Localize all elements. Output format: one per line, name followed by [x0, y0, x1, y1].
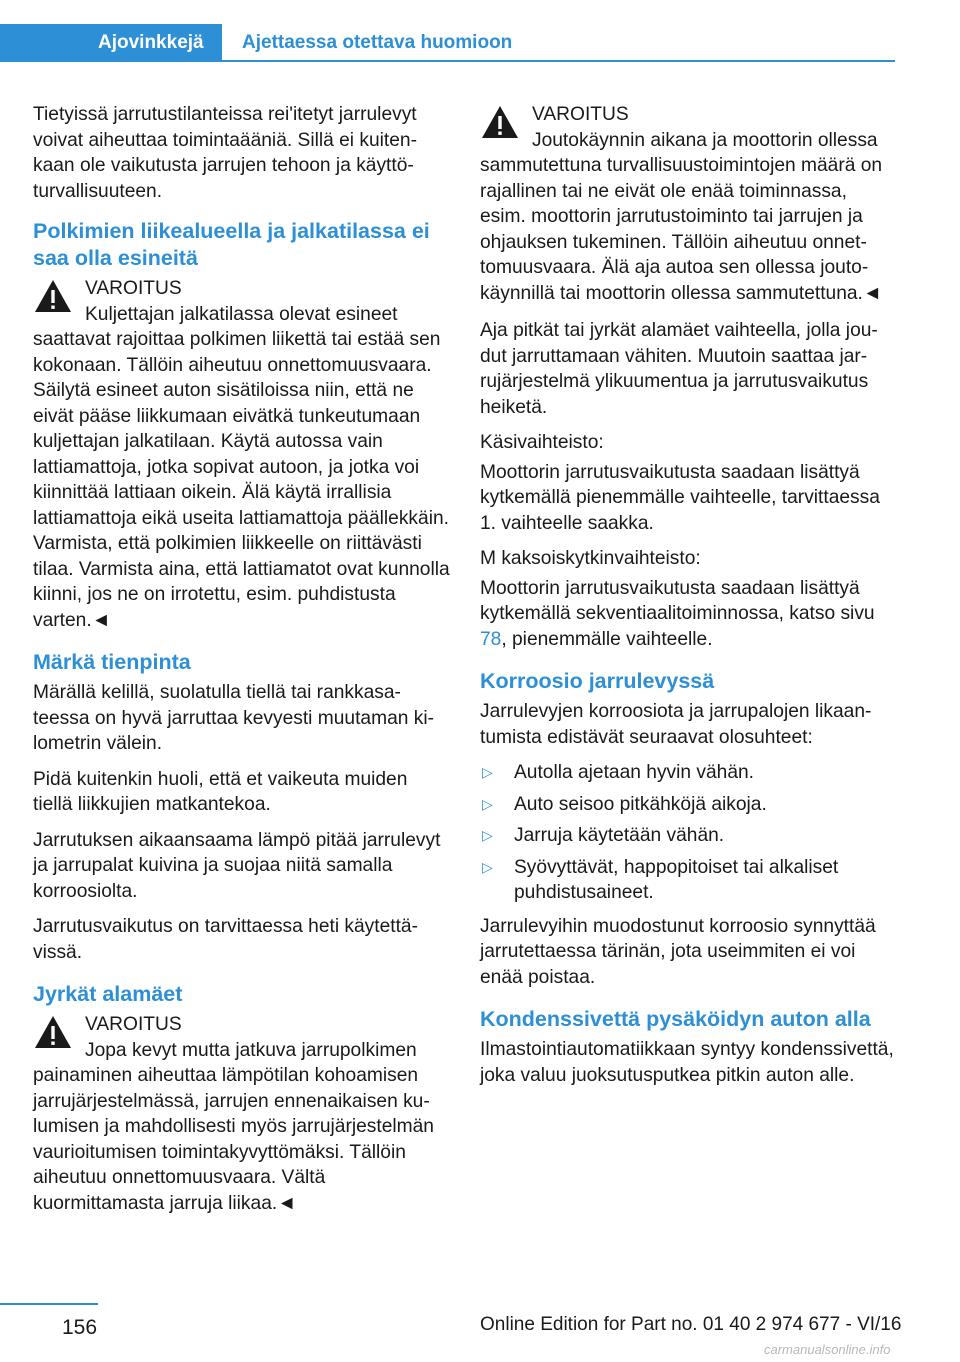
list-item: ▷ Auto seisoo pitkähköjä aikoja. — [480, 792, 898, 818]
corrosion-intro: Jarrulevyjen korroosiota ja jarrupalojen likaantumista edistävät seuraavat olosuhteet: — [480, 701, 872, 748]
corrosion-list — [480, 760, 898, 906]
watermark: carmanualsonline.info — [764, 1342, 891, 1357]
triangle-bullet-icon: ▷ — [482, 827, 493, 843]
list-item: ▷ Jarruja käytetään vähän. — [480, 823, 898, 849]
warning-title: VAROITUS — [532, 104, 629, 125]
downhill-paragraph: Aja pitkät tai jyrkät alamäet vaihteella, jolla joudut jarruttamaan vähiten. Muutoin saattaa jarrujärjestelmä ylikuumentua ja jarrutusvaikutus heiketä. — [480, 320, 878, 418]
heading-steep-downhill: Jyrkät alamäet — [33, 982, 183, 1006]
warning-block — [33, 1012, 451, 1216]
dct-text: Moottorin jarrutusvaikutusta saadaan lisättyä kytkemällä sekventiaalitoiminnossa, katso sivu — [480, 577, 875, 624]
dct-label: M kaksoiskytkinvaihteisto: — [480, 548, 701, 569]
list-item: ▷ Autolla ajetaan hyvin vähän. — [480, 760, 898, 786]
warning-title: VAROITUS — [85, 278, 182, 299]
condensate-paragraph: Ilmastointiautomatiikkaan syntyy kondenssivettä, joka valuu juoksutusputkea pitkin auton alle. — [480, 1039, 894, 1086]
right-column — [480, 102, 898, 1098]
triangle-bullet-icon: ▷ — [482, 858, 493, 875]
warning-triangle-icon — [480, 104, 520, 140]
page-number: 156 — [62, 1316, 98, 1339]
warning-block — [33, 276, 451, 633]
warning-text: Kuljettajan jalkatilassa olevat esineet saattavat rajoittaa polkimen liikettä tai estää sen kokonaan. Tällöin aiheutuu onnettomuusvaara. Säilytä esineet auton sisätiloissa niin, että ne eivät pääse liikkumaan eivätkä tunkeutumaan kuljettajan jalkatilaan. Käytä autossa vain lattiamattoja, jotka sopivat autoon, ja jotka voi kiinnittää lattiaan oikein. Älä käytä irrallisia lattiamattoja eikä useita lattiamattoja päällekkäin. Varmista, että polkimien liikkeelle on riittävästi tilaa. Varmista aina, että lattiamatot ovat kunnolla kiinni, jos ne on irrotettu, esim. puhdistusta varten.◄ — [33, 303, 450, 631]
heading-wet-road: Märkä tienpinta — [33, 650, 191, 674]
dct-text-end: , pienemmälle vaihteelle. — [501, 628, 713, 650]
page-header — [0, 0, 895, 62]
warning-triangle-icon — [33, 1014, 73, 1050]
wet-paragraph-4: Jarrutusvaikutus on tarvittaessa heti käytettävissä. — [33, 916, 418, 963]
manual-paragraph: Moottorin jarrutusvaikutusta saadaan lisättyä kytkemällä pienemmälle vaihteelle, tarvittaessa 1. vaihteelle saakka. — [480, 461, 880, 534]
heading-condensate: Kondenssivettä pysäköidyn auton alla — [480, 1007, 871, 1031]
section-tab[interactable]: Ajettaessa otettava huomioon — [242, 32, 513, 53]
edition-line: Online Edition for Part no. 01 40 2 974 677 - VI/16 — [480, 1314, 902, 1335]
warning-text: Jopa kevyt mutta jatkuva jarrupolkimen painaminen aiheuttaa lämpötilan kohoamisen jarrujärjestelmässä, jarrujen ennenaikaisen kulumisen ja mahdollisesti myös jarrujärjestelmän vaurioitumisen toimintakyvyttömäksi. Tällöin aiheutuu onnettomuusvaara. Vältä kuormittamasta jarruja liikaa.◄ — [33, 1039, 434, 1214]
page-link[interactable]: 78 — [480, 628, 502, 650]
heading-corrosion: Korroosio jarrulevyssä — [480, 669, 715, 693]
wet-paragraph-2: Pidä kuitenkin huoli, että et vaikeuta muiden tiellä liikkujien matkantekoa. — [33, 768, 408, 815]
warning-title: VAROITUS — [85, 1014, 182, 1035]
heading-pedals: Polkimien liikealueella ja jalkatilassa ei saa olla esineitä — [33, 219, 430, 270]
corrosion-outro: Jarrulevyihin muodostunut korroosio synnyttää jarrutettaessa tärinän, jota useimmiten ei voi enää poistaa. — [480, 915, 876, 988]
triangle-bullet-icon: ▷ — [482, 764, 493, 780]
warning-text: Joutokäynnin aikana ja moottorin ollessa sammutettuna turvallisuustoimintojen määrä on rajallinen tai ne eivät ole enää toiminnassa, esim. moottorin jarrutustoiminto tai jarrujen ja ohjauksen tukeminen. Tällöin aiheutuu onnettomuusvaara. Älä aja autoa sen ollessa joutokäynnillä tai moottorin ollessa sammutettuna.◄ — [480, 129, 883, 304]
wet-paragraph-3: Jarrutuksen aikaansaama lämpö pitää jarrulevyt ja jarrupalat kuivina ja suojaa niitä samalla korroosiolta. — [33, 829, 441, 902]
footer-rule — [0, 1303, 98, 1305]
chapter-tab[interactable]: Ajovinkkejä — [0, 24, 222, 62]
left-column — [33, 102, 451, 1228]
warning-block — [480, 102, 898, 306]
triangle-bullet-icon: ▷ — [482, 795, 493, 812]
intro-paragraph: Tietyissä jarrutustilanteissa rei'itetyt jarrulevyt voivat aiheuttaa toimintaääniä. Sillä ei kuitenkaan ole vaikutusta jarrujen tehoon ja käyttöturvallisuuteen. — [33, 104, 417, 202]
manual-label: Käsivaihteisto: — [480, 432, 604, 453]
dct-paragraph — [480, 576, 898, 653]
list-item: ▷ Syövyttävät, happopitoiset tai alkaliset puhdistusaineet. — [482, 856, 839, 903]
warning-triangle-icon — [33, 278, 73, 314]
header-rule — [0, 60, 895, 62]
wet-paragraph-1: Märällä kelillä, suolatulla tiellä tai rankkasateessa on hyvä jarruttaa kevyesti muutaman kilometrin välein. — [33, 682, 434, 754]
